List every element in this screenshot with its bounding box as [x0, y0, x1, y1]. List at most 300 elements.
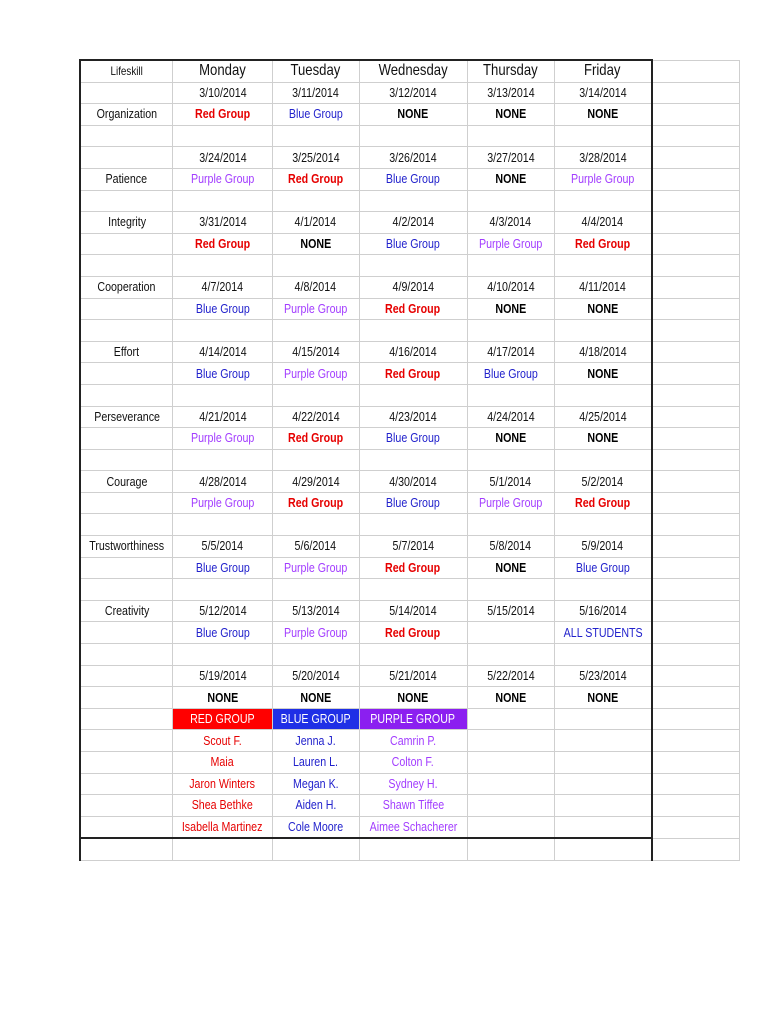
group-assignment-cell[interactable] — [467, 104, 554, 126]
empty-cell[interactable] — [80, 255, 173, 277]
date-cell-text: 5/22/2014 — [486, 667, 535, 683]
day-header-friday-text: Friday — [584, 62, 621, 80]
purple-group-member[interactable] — [359, 795, 467, 817]
empty-cell[interactable] — [80, 363, 173, 385]
lifeskill-label[interactable] — [80, 406, 173, 428]
group-assignment-cell[interactable] — [554, 557, 652, 579]
date-cell[interactable] — [173, 82, 272, 104]
empty-cell[interactable] — [652, 428, 740, 450]
empty-cell[interactable] — [80, 816, 173, 838]
empty-cell[interactable] — [467, 514, 554, 536]
empty-cell[interactable] — [173, 255, 272, 277]
group-assignment-cell[interactable] — [467, 233, 554, 255]
red-group-member[interactable] — [173, 795, 272, 817]
date-cell[interactable] — [272, 276, 359, 298]
date-cell[interactable] — [554, 600, 652, 622]
empty-cell[interactable] — [272, 579, 359, 601]
empty-cell[interactable] — [467, 579, 554, 601]
blue-group-header[interactable] — [272, 708, 359, 730]
date-cell[interactable] — [173, 341, 272, 363]
date-cell[interactable] — [467, 147, 554, 169]
empty-cell[interactable] — [80, 147, 173, 169]
group-assignment-cell-text: Purple Group — [190, 495, 255, 511]
group-assignment-cell-text: NONE — [495, 430, 526, 446]
date-cell[interactable] — [554, 82, 652, 104]
empty-cell[interactable] — [80, 233, 173, 255]
sheet-row — [80, 449, 740, 471]
group-assignment-cell[interactable] — [359, 428, 467, 450]
empty-cell[interactable] — [467, 795, 554, 817]
date-cell[interactable] — [272, 406, 359, 428]
group-assignment-cell-text: NONE — [495, 689, 526, 705]
empty-cell[interactable] — [80, 428, 173, 450]
empty-cell[interactable] — [467, 838, 554, 860]
empty-cell[interactable] — [652, 644, 740, 666]
lifeskill-label[interactable] — [80, 665, 173, 687]
sheet-row — [80, 816, 740, 838]
group-assignment-cell[interactable] — [359, 233, 467, 255]
empty-cell[interactable] — [80, 125, 173, 147]
sheet-row — [80, 557, 740, 579]
empty-cell[interactable] — [554, 190, 652, 212]
group-assignment-cell[interactable] — [173, 363, 272, 385]
date-cell-text: 4/15/2014 — [291, 344, 340, 360]
group-assignment-cell[interactable] — [173, 298, 272, 320]
date-cell[interactable] — [272, 341, 359, 363]
empty-cell[interactable] — [173, 320, 272, 342]
blue-group-member[interactable] — [272, 752, 359, 774]
empty-cell[interactable] — [272, 190, 359, 212]
empty-cell[interactable] — [173, 644, 272, 666]
empty-cell[interactable] — [359, 125, 467, 147]
purple-group-member-text: Camrin P. — [390, 732, 437, 748]
empty-cell[interactable] — [652, 795, 740, 817]
blue-group-member[interactable] — [272, 773, 359, 795]
date-cell-text: 4/7/2014 — [201, 279, 244, 295]
group-assignment-cell[interactable] — [554, 363, 652, 385]
empty-cell[interactable] — [359, 838, 467, 860]
group-assignment-cell[interactable] — [359, 363, 467, 385]
group-assignment-cell-text: Purple Group — [283, 300, 348, 316]
group-assignment-cell[interactable] — [554, 622, 652, 644]
group-assignment-cell[interactable] — [359, 492, 467, 514]
date-cell[interactable] — [554, 276, 652, 298]
empty-cell[interactable] — [80, 773, 173, 795]
empty-cell[interactable] — [467, 773, 554, 795]
group-assignment-cell[interactable] — [554, 104, 652, 126]
empty-cell[interactable] — [467, 644, 554, 666]
sheet-row — [80, 125, 740, 147]
lifeskill-label[interactable] — [80, 341, 173, 363]
group-assignment-cell[interactable] — [467, 363, 554, 385]
lifeskill-label[interactable] — [80, 276, 173, 298]
empty-cell[interactable] — [652, 579, 740, 601]
lifeskill-label[interactable] — [80, 600, 173, 622]
empty-cell[interactable] — [173, 190, 272, 212]
lifeskill-header-text: Lifeskill — [110, 64, 143, 79]
empty-cell[interactable] — [272, 449, 359, 471]
empty-cell[interactable] — [554, 514, 652, 536]
red-group-member[interactable] — [173, 752, 272, 774]
date-cell[interactable] — [359, 665, 467, 687]
empty-cell[interactable] — [80, 838, 173, 860]
empty-cell[interactable] — [652, 406, 740, 428]
red-group-member[interactable] — [173, 816, 272, 838]
group-assignment-cell[interactable] — [272, 104, 359, 126]
group-assignment-cell[interactable] — [272, 363, 359, 385]
empty-cell[interactable] — [652, 600, 740, 622]
empty-cell[interactable] — [80, 492, 173, 514]
group-assignment-cell[interactable] — [173, 428, 272, 450]
empty-cell[interactable] — [652, 60, 740, 82]
group-assignment-cell[interactable] — [467, 622, 554, 644]
empty-cell[interactable] — [467, 255, 554, 277]
group-assignment-cell[interactable] — [272, 168, 359, 190]
empty-cell[interactable] — [652, 298, 740, 320]
group-assignment-cell[interactable] — [467, 492, 554, 514]
group-assignment-cell[interactable] — [173, 687, 272, 709]
group-assignment-cell-text: NONE — [495, 300, 526, 316]
group-assignment-cell[interactable] — [272, 492, 359, 514]
date-cell[interactable] — [554, 471, 652, 493]
empty-cell[interactable] — [467, 816, 554, 838]
empty-cell[interactable] — [467, 125, 554, 147]
empty-cell[interactable] — [80, 752, 173, 774]
group-assignment-cell[interactable] — [467, 557, 554, 579]
purple-group-header[interactable] — [359, 708, 467, 730]
empty-cell[interactable] — [359, 644, 467, 666]
date-cell[interactable] — [272, 147, 359, 169]
empty-cell[interactable] — [80, 730, 173, 752]
group-assignment-cell[interactable] — [173, 168, 272, 190]
lifeskill-label[interactable] — [80, 536, 173, 558]
date-cell[interactable] — [359, 341, 467, 363]
group-assignment-cell-text: Blue Group — [288, 106, 343, 122]
empty-cell[interactable] — [652, 773, 740, 795]
day-header-wednesday[interactable] — [359, 60, 467, 82]
empty-cell[interactable] — [80, 644, 173, 666]
blue-group-member[interactable] — [272, 730, 359, 752]
group-assignment-cell[interactable] — [554, 298, 652, 320]
group-assignment-cell[interactable] — [272, 622, 359, 644]
date-cell[interactable] — [467, 406, 554, 428]
group-assignment-cell-text: NONE — [587, 689, 619, 705]
group-assignment-cell[interactable] — [272, 687, 359, 709]
lifeskill-label-text: Organization — [96, 106, 157, 122]
empty-cell[interactable] — [80, 514, 173, 536]
sheet-row — [80, 190, 740, 212]
date-cell-text: 5/19/2014 — [198, 667, 247, 683]
empty-cell[interactable] — [272, 838, 359, 860]
date-cell-text: 3/24/2014 — [198, 149, 247, 165]
empty-cell[interactable] — [652, 730, 740, 752]
date-cell[interactable] — [272, 536, 359, 558]
empty-cell[interactable] — [652, 384, 740, 406]
group-assignment-cell[interactable] — [359, 104, 467, 126]
group-assignment-cell[interactable] — [173, 557, 272, 579]
group-assignment-cell[interactable] — [173, 622, 272, 644]
day-header-friday[interactable] — [554, 60, 652, 82]
date-cell[interactable] — [467, 82, 554, 104]
empty-cell[interactable] — [652, 255, 740, 277]
date-cell[interactable] — [554, 212, 652, 234]
lifeskill-label[interactable] — [80, 168, 173, 190]
date-cell[interactable] — [359, 406, 467, 428]
empty-cell[interactable] — [554, 320, 652, 342]
sheet-row — [80, 795, 740, 817]
date-cell[interactable] — [173, 406, 272, 428]
empty-cell[interactable] — [554, 579, 652, 601]
date-cell-text: 5/1/2014 — [489, 473, 532, 489]
empty-cell[interactable] — [652, 665, 740, 687]
group-assignment-cell-text: Red Group — [385, 559, 441, 575]
empty-cell[interactable] — [652, 838, 740, 860]
date-cell[interactable] — [359, 82, 467, 104]
empty-cell[interactable] — [272, 255, 359, 277]
empty-cell[interactable] — [652, 557, 740, 579]
empty-cell[interactable] — [652, 341, 740, 363]
empty-cell[interactable] — [652, 212, 740, 234]
empty-cell[interactable] — [652, 125, 740, 147]
group-assignment-cell[interactable] — [467, 687, 554, 709]
empty-cell[interactable] — [467, 730, 554, 752]
purple-group-member[interactable] — [359, 816, 467, 838]
date-cell[interactable] — [173, 471, 272, 493]
empty-cell[interactable] — [554, 449, 652, 471]
group-assignment-cell[interactable] — [173, 233, 272, 255]
date-cell[interactable] — [359, 536, 467, 558]
group-assignment-cell[interactable] — [272, 557, 359, 579]
date-cell[interactable] — [467, 536, 554, 558]
empty-cell[interactable] — [359, 514, 467, 536]
empty-cell[interactable] — [467, 384, 554, 406]
group-assignment-cell-text: NONE — [397, 689, 429, 705]
empty-cell[interactable] — [173, 579, 272, 601]
empty-cell[interactable] — [173, 125, 272, 147]
date-cell-text: 5/7/2014 — [392, 538, 434, 554]
group-assignment-cell[interactable] — [554, 168, 652, 190]
sheet-row — [80, 773, 740, 795]
date-cell[interactable] — [467, 212, 554, 234]
sheet-row — [80, 514, 740, 536]
date-cell[interactable] — [554, 406, 652, 428]
date-cell[interactable] — [173, 147, 272, 169]
lifeskill-label[interactable] — [80, 471, 173, 493]
empty-cell[interactable] — [80, 384, 173, 406]
group-assignment-cell[interactable] — [359, 557, 467, 579]
empty-cell[interactable] — [652, 104, 740, 126]
empty-cell[interactable] — [554, 838, 652, 860]
empty-cell[interactable] — [554, 384, 652, 406]
red-group-header[interactable] — [173, 708, 272, 730]
empty-cell[interactable] — [652, 622, 740, 644]
group-assignment-cell[interactable] — [173, 104, 272, 126]
group-assignment-cell[interactable] — [554, 428, 652, 450]
empty-cell[interactable] — [173, 514, 272, 536]
date-cell[interactable] — [467, 600, 554, 622]
empty-cell[interactable] — [467, 320, 554, 342]
empty-cell[interactable] — [80, 622, 173, 644]
empty-cell[interactable] — [80, 320, 173, 342]
group-assignment-cell[interactable] — [467, 168, 554, 190]
empty-cell[interactable] — [272, 320, 359, 342]
empty-cell[interactable] — [80, 579, 173, 601]
date-cell[interactable] — [359, 471, 467, 493]
empty-cell[interactable] — [80, 687, 173, 709]
lifeskill-label-text: Courage — [106, 473, 148, 489]
empty-cell[interactable] — [652, 708, 740, 730]
empty-cell[interactable] — [554, 752, 652, 774]
date-cell-text: 3/31/2014 — [198, 214, 247, 230]
empty-cell[interactable] — [359, 255, 467, 277]
empty-cell[interactable] — [652, 147, 740, 169]
empty-cell[interactable] — [80, 190, 173, 212]
empty-cell[interactable] — [467, 752, 554, 774]
date-cell[interactable] — [359, 147, 467, 169]
empty-cell[interactable] — [359, 579, 467, 601]
date-cell[interactable] — [272, 212, 359, 234]
sheet-row — [80, 752, 740, 774]
date-cell-text: 5/15/2014 — [486, 603, 535, 619]
purple-group-member[interactable] — [359, 752, 467, 774]
date-cell-text: 3/10/2014 — [198, 84, 247, 100]
group-assignment-cell[interactable] — [467, 298, 554, 320]
lifeskill-header[interactable] — [80, 60, 173, 82]
red-group-member[interactable] — [173, 730, 272, 752]
empty-cell[interactable] — [554, 708, 652, 730]
empty-cell[interactable] — [80, 449, 173, 471]
date-cell-text: 5/5/2014 — [201, 538, 244, 554]
date-cell[interactable] — [272, 600, 359, 622]
date-cell-text: 4/8/2014 — [294, 279, 337, 295]
empty-cell[interactable] — [652, 816, 740, 838]
empty-cell[interactable] — [173, 449, 272, 471]
empty-cell[interactable] — [173, 838, 272, 860]
group-assignment-cell[interactable] — [359, 622, 467, 644]
group-assignment-cell[interactable] — [272, 428, 359, 450]
empty-cell[interactable] — [272, 644, 359, 666]
red-group-member[interactable] — [173, 773, 272, 795]
date-cell[interactable] — [554, 147, 652, 169]
lifeskill-label[interactable] — [80, 212, 173, 234]
date-cell[interactable] — [173, 665, 272, 687]
date-cell-text: 4/25/2014 — [578, 408, 627, 424]
group-assignment-cell[interactable] — [467, 428, 554, 450]
group-assignment-cell[interactable] — [554, 687, 652, 709]
empty-cell[interactable] — [652, 536, 740, 558]
empty-cell[interactable] — [652, 320, 740, 342]
empty-cell[interactable] — [467, 190, 554, 212]
empty-cell[interactable] — [80, 82, 173, 104]
group-assignment-cell-text: Purple Group — [190, 430, 255, 446]
group-assignment-cell[interactable] — [359, 298, 467, 320]
empty-cell[interactable] — [554, 644, 652, 666]
date-cell[interactable] — [359, 276, 467, 298]
group-assignment-cell[interactable] — [359, 687, 467, 709]
date-cell[interactable] — [467, 276, 554, 298]
empty-cell[interactable] — [652, 190, 740, 212]
purple-group-member[interactable] — [359, 773, 467, 795]
date-cell[interactable] — [173, 276, 272, 298]
empty-cell[interactable] — [80, 708, 173, 730]
empty-cell[interactable] — [554, 255, 652, 277]
empty-cell[interactable] — [554, 730, 652, 752]
group-assignment-cell[interactable] — [359, 168, 467, 190]
empty-cell[interactable] — [652, 168, 740, 190]
empty-cell[interactable] — [652, 363, 740, 385]
group-assignment-cell[interactable] — [272, 298, 359, 320]
date-cell[interactable] — [467, 665, 554, 687]
empty-cell[interactable] — [359, 384, 467, 406]
empty-cell[interactable] — [467, 708, 554, 730]
empty-cell[interactable] — [554, 795, 652, 817]
empty-cell[interactable] — [652, 752, 740, 774]
date-cell[interactable] — [554, 665, 652, 687]
empty-cell[interactable] — [652, 449, 740, 471]
empty-cell[interactable] — [652, 233, 740, 255]
group-assignment-cell[interactable] — [173, 492, 272, 514]
date-cell[interactable] — [359, 600, 467, 622]
purple-group-member[interactable] — [359, 730, 467, 752]
empty-cell[interactable] — [173, 384, 272, 406]
empty-cell[interactable] — [652, 687, 740, 709]
empty-cell[interactable] — [652, 514, 740, 536]
group-assignment-cell-text: ALL STUDENTS — [563, 624, 643, 640]
group-assignment-cell[interactable] — [554, 492, 652, 514]
empty-cell[interactable] — [272, 125, 359, 147]
empty-cell[interactable] — [80, 557, 173, 579]
date-cell[interactable] — [359, 212, 467, 234]
empty-cell[interactable] — [80, 298, 173, 320]
group-assignment-cell[interactable] — [554, 233, 652, 255]
date-cell[interactable] — [272, 471, 359, 493]
date-cell[interactable] — [272, 665, 359, 687]
empty-cell[interactable] — [554, 773, 652, 795]
lifeskill-label[interactable] — [80, 104, 173, 126]
group-assignment-cell-text: NONE — [587, 430, 619, 446]
date-cell[interactable] — [467, 341, 554, 363]
empty-cell[interactable] — [652, 492, 740, 514]
empty-cell[interactable] — [359, 449, 467, 471]
empty-cell[interactable] — [554, 125, 652, 147]
empty-cell[interactable] — [359, 190, 467, 212]
empty-cell[interactable] — [272, 384, 359, 406]
empty-cell[interactable] — [272, 514, 359, 536]
empty-cell[interactable] — [652, 471, 740, 493]
date-cell[interactable] — [173, 536, 272, 558]
date-cell[interactable] — [554, 536, 652, 558]
day-header-thursday[interactable] — [467, 60, 554, 82]
group-assignment-cell[interactable] — [272, 233, 359, 255]
empty-cell[interactable] — [359, 320, 467, 342]
group-assignment-cell-text: NONE — [495, 106, 526, 122]
empty-cell[interactable] — [652, 82, 740, 104]
day-header-monday[interactable] — [173, 60, 272, 82]
date-cell[interactable] — [467, 471, 554, 493]
date-cell-text: 4/29/2014 — [291, 473, 340, 489]
date-cell[interactable] — [173, 600, 272, 622]
empty-cell[interactable] — [467, 449, 554, 471]
day-header-tuesday[interactable] — [272, 60, 359, 82]
empty-cell[interactable] — [652, 276, 740, 298]
date-cell[interactable] — [272, 82, 359, 104]
blue-group-member[interactable] — [272, 816, 359, 838]
empty-cell[interactable] — [80, 795, 173, 817]
empty-cell[interactable] — [554, 816, 652, 838]
date-cell[interactable] — [554, 341, 652, 363]
blue-group-member[interactable] — [272, 795, 359, 817]
date-cell[interactable] — [173, 212, 272, 234]
